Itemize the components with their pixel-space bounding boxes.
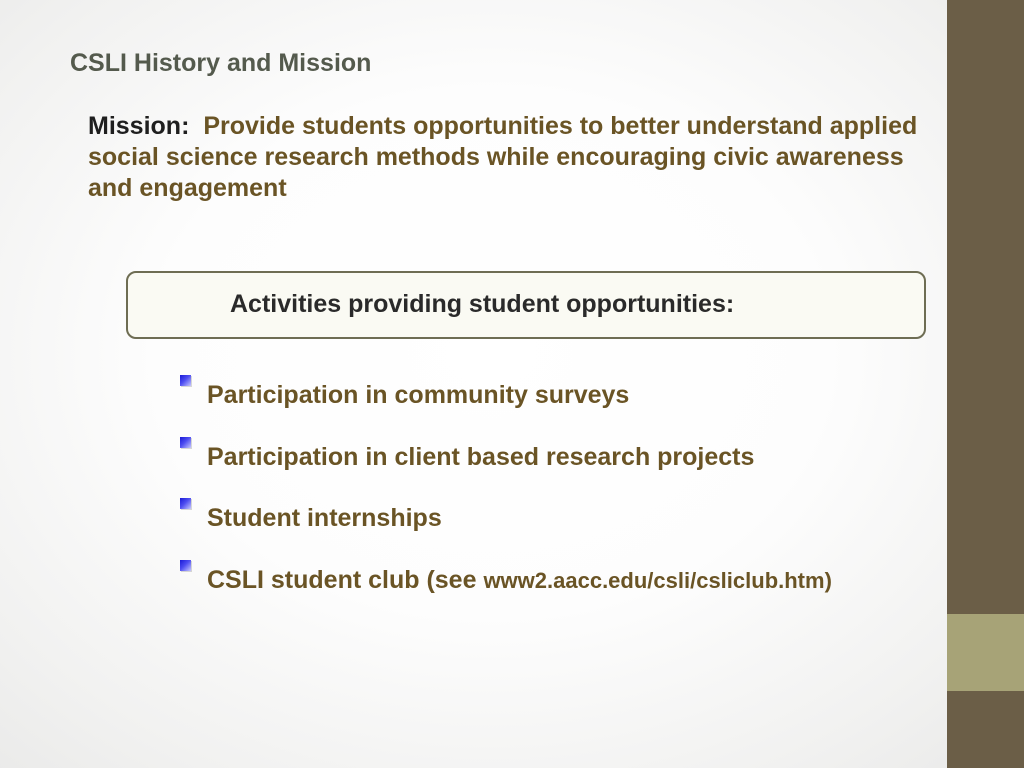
mission-text: Provide students opportunities to better understand applied social science research methods while encouraging civic awareness and engagement (88, 112, 918, 202)
club-url-link[interactable]: www2.aacc.edu/csli/csliclub.htm) (483, 567, 832, 593)
slide-title: CSLI History and Mission (70, 49, 372, 77)
club-bullet-prefix: CSLI student club (see (207, 565, 477, 594)
mission-statement (88, 111, 933, 204)
square-bullet-icon (180, 560, 191, 571)
side-accent-block (947, 614, 1024, 691)
activities-callout-box (126, 271, 926, 339)
square-bullet-icon (180, 375, 191, 386)
club-bullet-text (207, 566, 832, 595)
square-bullet-icon (180, 498, 191, 509)
square-bullet-icon (180, 437, 191, 448)
mission-label: Mission: (88, 112, 190, 140)
bullet-text: Participation in community surveys (207, 381, 630, 409)
bullet-text: Student internships (207, 504, 442, 532)
bullet-text: Participation in client based research projects (207, 442, 755, 471)
activities-heading: Activities providing student opportunities: (230, 290, 735, 318)
